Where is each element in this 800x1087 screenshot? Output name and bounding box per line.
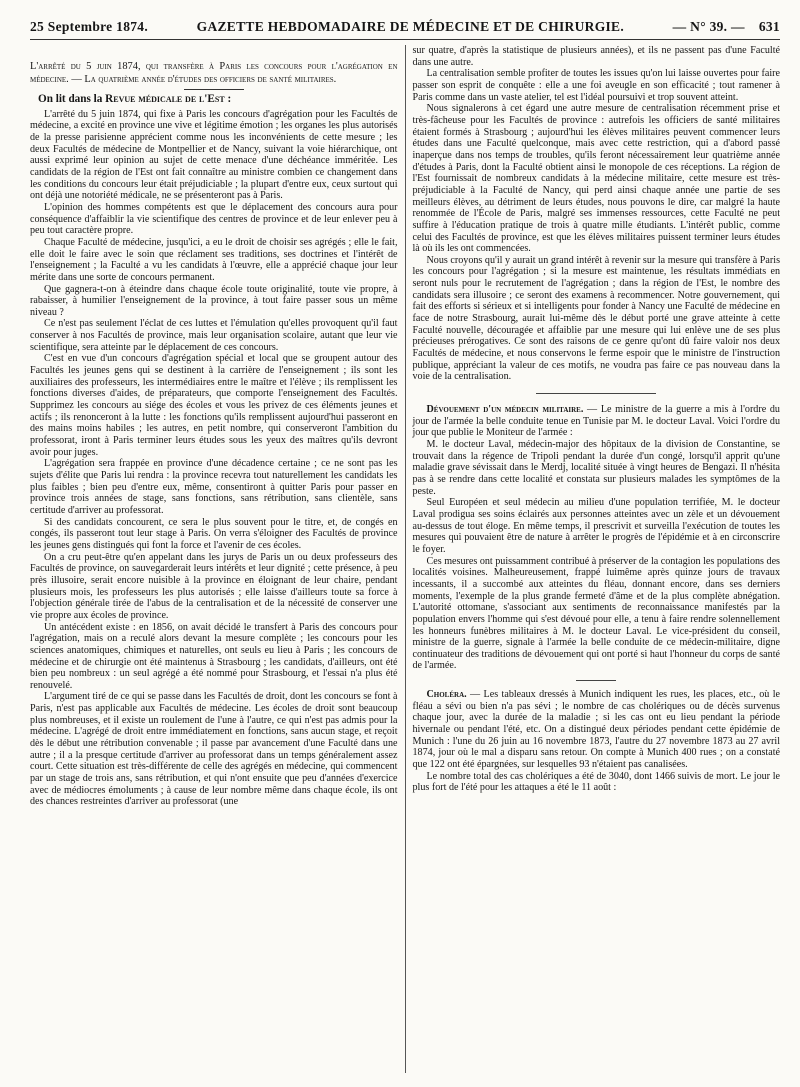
paragraph: La centralisation semble profiter de toutes les issues qu'on lui laisse ouvertes pour faire passer son esprit de conquête : elle a une foi aveugle en son efficacité ; tout ramener à Paris comme dans un vaste atelier, tel est l'idéal poursuivi et trop souvent atteint. (412, 68, 780, 103)
paragraph: Chaque Faculté de médecine, jusqu'ici, a eu le droit de choisir ses agrégés ; elle le fait, elle doit le faire avec le soin que réclament ses traditions, ses doctrines et l'intérêt de l'enseignement ; la Faculté a vu les candidats à l'œuvre, elle a apprécié chaque jour leur mérite dans une sorte de concours permanent. (30, 236, 398, 283)
source-name: Revue médicale de l'Est : (105, 93, 232, 105)
issue-date: 25 Septembre 1874. (30, 19, 149, 34)
paragraph: Seul Européen et seul médecin au milieu d'une population terrifiée, M. le docteur Laval prodigua ses soins éclairés aux personnes atteintes avec un zèle et un dévouement au-dessus de tout éloge. En même temps, il prescrivit et surveilla l'exécution de toutes les mesures qui pouvaient être de nature à arrêter le progrès de l'épidémie et à en circonscrire le foyer. (412, 497, 780, 555)
paragraph: L'agrégation sera frappée en province d'une décadence certaine ; ce ne sont pas les sujets d'élite que Paris lui rendra : la province recevra tout naturellement les candidats les plus faibles ; bien peu d'entre eux, même, consentiront à quitter Paris pour passer en province trois années de stage, sans fonctions, sans rétribution, sans clientèle, sans certitude d'arriver au professorat. (30, 458, 398, 516)
article-title: L'arrêté du 5 juin 1874, qui transfère à Paris les concours pour l'agrégation en médecine. — La quatrième année d'études des officiers de santé militaires. (30, 61, 398, 85)
article-columns (30, 45, 780, 1073)
paragraph: L'arrêté du 5 juin 1874, qui fixe à Paris les concours d'agrégation pour les Facultés de médecine, a excité en province une vive et légitime émotion ; les organes les plus autorisés de la presse parisienne apprécient comme nous les inconvénients de cette mesure ; les deux Facultés de médecine de Montpellier et de Nancy, suivant la voie hiérarchique, ont aussi exprimé leur opinion au sujet de cette menace d'une déchéance imméritée. Les candidats de la région de l'Est ont fait connaître au ministre combien ce changement dans les conditions du concours leur était préjudiciable ; la plupart d'entre eux, ceux surtout qui ont déjà une notoriété médicale, ne se présenteront pas à Paris. (30, 108, 398, 202)
paragraph: Un antécédent existe : en 1856, on avait décidé le transfert à Paris des concours pour l'agrégation, mais on a reculé alors devant la mesure complète ; les concours pour les sciences anatomiques, chimiques et naturelles, ont seuls eu lieu à Paris ; les concours de médecine et de chirurgie ont été maintenus à Strasbourg ; les candidats, d'ailleurs, ont été bien peu nombreux : un seul agrégé a été nommé pour Strasbourg, et l'essai n'a plus été renouvelé. (30, 621, 398, 691)
paragraph: C'est en vue d'un concours d'agrégation spécial et local que se groupent autour des Facultés les jeunes gens qui se destinent à la carrière de l'enseignement ; ils sont les auxiliaires des professeurs, les intermédiaires entre le maître et l'élève ; ils remplissent les fonctions diverses d'aides, de préparateurs, que comporte l'enseignement des Facultés. Supprimez les concours au siége des écoles et vous les privez de ces éléments jeunes et actifs ; ils renonceront à la lutte : les fonctions qu'ils remplissent aujourd'hui passeront en des mains moins habiles ; les autres, en petit nombre, qui conserveront l'ambition du professorat, iront à Paris terminer leurs études sous les yeux des maîtres qu'ils devront avoir pour juges. (30, 353, 398, 458)
running-head (30, 18, 780, 36)
paragraph: Ces mesures ont puissamment contribué à préserver de la contagion les populations des localités voisines. Malheureusement, frappé luimême après quinze jours de travaux incessants, il a succombé aux atteintes du fléau, donnant encore, dans ses derniers moments, l'exemple de la plus grande fermeté d'âme et de la plus complète abnégation. L'autorité ottomane, s'associant aux sentiments de reconnaissance manifestés par la population envers l'homme qui s'est dévoué pour elle, a tenu à faire rendre solennellement les honneurs funèbres militaires à M. le docteur Laval. Le vice-président du conseil, ministre de la guerre, signale à l'armée la belle conduite de ce médecin-militaire, digne continuateur des traditions de dévouement qui ont porté si haut l'honneur du corps de santé de l'armée. (412, 555, 780, 672)
paragraph-continued: sur quatre, d'après la statistique de plusieurs années), et ils ne passent pas d'une Faculté dans une autre. (412, 45, 780, 68)
paragraph: M. le docteur Laval, médecin-major des hôpitaux de la division de Constantine, se trouvait dans la régence de Tripoli pendant la durée d'un congé, lorsqu'il apprit qu'une maladie grave sévissait dans le Merdj, localité située à vingt heures de Bengazi. Il n'hésita pas à se rendre dans cette localité et constata sur plusieurs malades les symptômes de la peste. (412, 439, 780, 497)
paragraph: Nous signalerons à cet égard une autre mesure de centralisation récemment prise et très-fâcheuse pour les Facultés de province : autrefois les officiers de santé militaires étaient formés à Strasbourg ; aujourd'hui les élèves militaires peuvent commencer leurs études dans une Faculté quelconque, mais avec cette restriction, qui a d'abord passé inaperçue dans nos temps de troubles, qu'ils feront nécessairement leur quatrième année d'études à Paris, dont la Faculté obtient ainsi le monopole de ces réceptions. La région de l'Est fournissait de nombreux candidats à la médecine militaire, cette mesure est très-préjudiciable à la Faculté de Nancy, qui perd ainsi chaque année une partie de ses meilleurs élèves, au détriment de leurs études, nous pouvons le dire, car malgré la haute renommée de l'École de Paris, malgré ses immenses ressources, cette Faculté ne peut suffire à l'éducation pratique de trois à quatre mille étudiants. L'intérêt public, comme celui des Facultés de province, est que les élèves militaires puissent terminer leurs études là où ils les ont commencées. (412, 103, 780, 255)
section-separator (536, 393, 656, 394)
paragraph: Le nombre total des cas cholériques a été de 3040, dont 1466 suivis de mort. Le jour le plus fort de l'été pour les attaques a été le 11 août : (412, 770, 780, 794)
paragraph: L'argument tiré de ce qui se passe dans les Facultés de droit, dont les concours se font à Paris, n'est pas applicable aux Facultés de médecine. Les écoles de droit sont beaucoup plus nombreuses, et il existe un roulement de l'une à l'autre, ce qui n'est pas admis pour la médecine. L'agrégé de droit entre immédiatement en fonctions, sans aucun stage, et reçoit dès le début une rétribution convenable ; il passe par avancement d'une Faculté dans une autre ; il a la presque certitude d'arriver au professorat dans un temps généralement assez court. Cette situation est très-différente de celle des agrégés en médecine, qui commencent par un stage de trois ans, sans rétribution, et qui n'ont ensuite que peu d'années d'exercice avec de médiocres émoluments ; à cause de leur nombre même dans chaque école, ils ont des chances restreintes d'arriver au professorat (une (30, 691, 398, 808)
paragraph: Si des candidats concourent, ce sera le plus souvent pour le titre, et, de congés en congés, ils passeront tout leur stage à Paris. On verra s'éloigner des Facultés de province les jeunes gens distingués qui font la force et l'avenir de ces écoles. (30, 516, 398, 551)
issue-info (673, 19, 780, 35)
paragraph: L'opinion des hommes compétents est que le déplacement des concours aura pour conséquence d'affaiblir la vie scientifique des centres de province et de leur enlever peu à peu tout caractère propre. (30, 201, 398, 237)
news-text: — Les tableaux dressés à Munich indiquent les rues, les places, etc., où le fléau a sévi ou bien n'a pas sévi ; le nombre de cas cholériques ou de décès survenus chaque jour, avec la durée de la maladie ; si les cas ont eu lieu pendant la période hivernale ou pendant l'été, etc. On a distingué deux périodes pendant cette épidémie de Munich : l'une du 26 juin au 16 novembre 1873, l'autre du 27 novembre 1873 au 27 avril 1874, jour où le mal a disparu sans retour. On compte à Munich 400 rues ; on a constaté que 122 ont été épargnées, sur lesquelles 93 n'étaient pas canalisées. (412, 689, 780, 771)
news-lead: Choléra. (426, 689, 467, 701)
source-prefix: On lit dans la (38, 93, 103, 105)
news-intro: — Le ministre de la guerre a mis à l'ordre du jour de l'armée la belle conduite tenue en Tunisie par M. le docteur Laval. Voici l'ordre du jour que publie le Moniteur de l'armée : (412, 404, 780, 439)
paragraph: On a cru peut-être qu'en appelant dans les jurys de Paris un ou deux professeurs des Facultés de province, on sauvegarderait leurs intérêts et leur dignité ; cette présence, à peu près illusoire, serait encore nuisible à la province en éloignant de leur chaire, pendant plusieurs mois, les professeurs les plus autorisés ; elle laisse d'ailleurs toute sa force à l'objection générale tirée de l'abus de la centralisation et de la nécessité de conserver une vie propre aux écoles de province. (30, 551, 398, 621)
paragraph: Nous croyons qu'il y aurait un grand intérêt à revenir sur la mesure qui transfère à Paris les concours pour l'agrégation ; si la mesure est maintenue, les résultats immédiats en seront nuls pour le recrutement de l'agrégation ; dans la région de l'Est, le nombre des candidats sera illusoire ; ce seront des examens à recommencer. Notre gouvernement, qui fait des efforts si sérieux et si intelligents pour fonder à Nancy une Faculté de médecine en face de notre Strasbourg, aurait lui-même dès le début porté une grave atteinte à cette Faculté nouvelle, découragée et affaiblie par une mesure qui lui enlève une de ses plus précieuses prérogatives. Ce sont des raisons de ce genre qu'ont dû faire valoir nos deux Facultés de médecine, et nous conservons le ferme espoir que le ministre de l'instruction publique, appréciant la valeur de ces motifs, ne voudra pas faire ce pas nouveau dans la voie de la centralisation. (412, 254, 780, 383)
paragraph: Ce n'est pas seulement l'éclat de ces luttes et l'émulation qu'elles provoquent qu'il faut conserver à nos Facultés de province, mais leur organisation scolaire, autant que leur vie scientifique, sera atteinte par le déplacement de ces concours. (30, 318, 398, 353)
page-number: 631 (758, 19, 780, 34)
journal-title: GAZETTE HEBDOMADAIRE DE MÉDECINE ET DE CHIRURGIE. (196, 19, 625, 34)
title-rule (184, 89, 244, 90)
section-separator (576, 680, 616, 681)
news-lead: Dévouement d'un médecin militaire. (426, 404, 584, 416)
news-item-cholera (413, 689, 781, 771)
issue-number: — N° 39. — (672, 19, 745, 34)
right-column (406, 45, 781, 1073)
news-item-devouement (413, 404, 781, 439)
source-line (38, 94, 398, 106)
header-rule (30, 39, 780, 40)
left-column (30, 45, 405, 1073)
paragraph: Que gagnera-t-on à éteindre dans chaque école toute originalité, toute vie propre, à rabaisser, à humilier l'enseignement de la province, à tout faire passer sous un même niveau ? (30, 283, 398, 318)
